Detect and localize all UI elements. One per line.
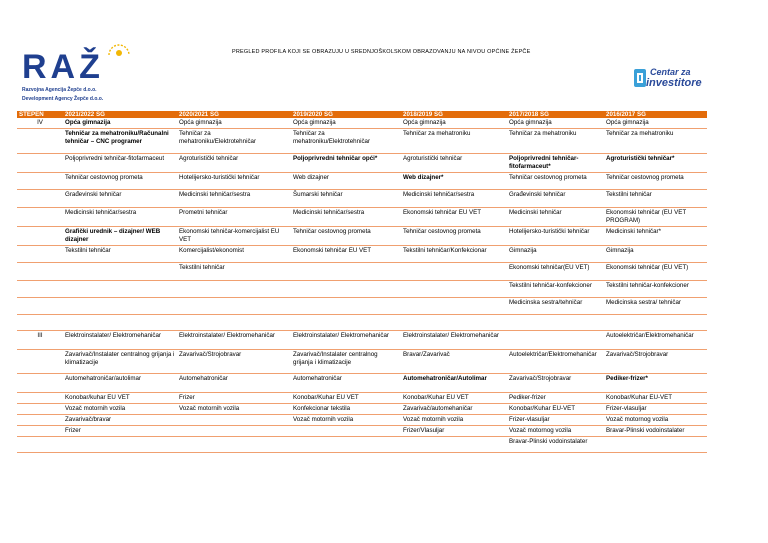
- profile-cell: Vozač motornog vozila: [507, 426, 604, 437]
- profile-cell: Šumarski tehničar: [291, 190, 401, 208]
- table-row: [17, 227, 707, 246]
- profile-cell: Bravar-Plinski vodoinstalater: [507, 437, 604, 453]
- level-cell: [17, 129, 63, 154]
- level-cell: [17, 437, 63, 453]
- profile-cell: Frizer/Vlasuljar: [401, 426, 507, 437]
- table-row: [17, 426, 707, 437]
- centar-za-investitore-logo: [634, 67, 744, 91]
- profile-cell: Medicinska sestra/tehničar: [507, 298, 604, 315]
- profile-cell: Vozač motornih vozila: [291, 415, 401, 426]
- logo-line1: Centar za: [650, 67, 691, 77]
- level-cell: [17, 154, 63, 173]
- profile-cell: Zavarivač/Instalater centralnog grijanja i klimatizacije: [63, 350, 177, 374]
- profile-cell: [507, 331, 604, 350]
- profile-cell: Medicinska sestra/ tehničar: [604, 298, 707, 315]
- level-cell: [17, 281, 63, 298]
- profile-cell: Tehničar cestovnog prometa: [291, 227, 401, 246]
- profile-cell: [177, 281, 291, 298]
- level-cell: III: [17, 331, 63, 350]
- profile-cell: Autoelektričar/Elektromehaničar: [604, 331, 707, 350]
- profile-cell: Ekonomski tehničar EU VET: [401, 208, 507, 227]
- profile-cell: Ekonomski tehničar (EU VET PROGRAM): [604, 208, 707, 227]
- profile-cell: [604, 315, 707, 331]
- table-row: [17, 281, 707, 298]
- profile-cell: Poljoprivredni tehničar-fitofarmaceut: [63, 154, 177, 173]
- profile-cell: Poljoprivredni tehničar opći*: [291, 154, 401, 173]
- profile-cell: Frizer: [63, 426, 177, 437]
- profile-cell: Elektroinstalater/ Elektromehaničar: [291, 331, 401, 350]
- table-row: [17, 374, 707, 393]
- profile-cell: Agroturistički tehničar: [401, 154, 507, 173]
- profile-cell: [401, 281, 507, 298]
- profile-cell: [177, 437, 291, 453]
- page-title: PREGLED PROFILA KOJI SE OBRAZUJU U SREDNJOŠKOLSKOM OBRAZOVANJU NA NIVOU OPĆINE ŽEPČE: [232, 49, 531, 55]
- profile-cell: Građevinski tehničar: [63, 190, 177, 208]
- level-cell: [17, 315, 63, 331]
- profile-cell: [63, 315, 177, 331]
- profile-cell: [63, 298, 177, 315]
- profile-cell: Ekonomski tehničar (EU VET): [604, 263, 707, 281]
- profile-cell: Medicinski tehničar/sestra: [63, 208, 177, 227]
- profile-cell: [401, 315, 507, 331]
- profile-cell: [177, 426, 291, 437]
- profile-cell: [291, 437, 401, 453]
- profile-cell: Automehatroničar/autolimar: [63, 374, 177, 393]
- profile-cell: Poljoprivredni tehničar-fitofarmaceut*: [507, 154, 604, 173]
- profile-cell: Automehatroničar: [291, 374, 401, 393]
- profile-cell: Elektroinstalater/ Elektromehaničar: [63, 331, 177, 350]
- profile-cell: Automehatroničar: [177, 374, 291, 393]
- profile-cell: Tehničar za mehatroniku: [604, 129, 707, 154]
- profile-cell: Automehatroničar/Autolimar: [401, 374, 507, 393]
- table-row: [17, 315, 707, 331]
- profile-cell: Zavarivač/bravar: [63, 415, 177, 426]
- profile-cell: Pediker-frizer: [507, 393, 604, 404]
- level-cell: [17, 263, 63, 281]
- level-cell: [17, 246, 63, 263]
- table-row: [17, 393, 707, 404]
- profile-cell: Tehničar cestovnog prometa: [604, 173, 707, 190]
- profile-cell: Tehničar cestovnog prometa: [401, 227, 507, 246]
- profile-cell: [291, 315, 401, 331]
- profile-cell: Ekonomski tehničar-komercijalist EU VET: [177, 227, 291, 246]
- profile-cell: Agroturistički tehničar*: [604, 154, 707, 173]
- profile-cell: Pediker-frizer*: [604, 374, 707, 393]
- profile-cell: Medicinski tehničar/sestra: [177, 190, 291, 208]
- profile-cell: Medicinski tehničar: [507, 208, 604, 227]
- level-cell: [17, 374, 63, 393]
- profile-cell: Tehničar za mehatroniku: [401, 129, 507, 154]
- profile-cell: Tekstilni tehničar-konfekcioner: [507, 281, 604, 298]
- header-cell: 2018/2019 ŠG: [401, 111, 507, 118]
- profile-cell: Frizer: [177, 393, 291, 404]
- profile-cell: [63, 281, 177, 298]
- profile-cell: Gimnazija: [604, 246, 707, 263]
- profile-cell: Bravar-Plinski vodoinstalater: [604, 426, 707, 437]
- profile-cell: Bravar/Zavarivač: [401, 350, 507, 374]
- table-row: [17, 246, 707, 263]
- profile-cell: Opća gimnazija: [177, 118, 291, 129]
- level-cell: [17, 298, 63, 315]
- profile-cell: Vozač motornih vozila: [401, 415, 507, 426]
- profile-cell: Elektroinstalater/ Elektromehaničar: [177, 331, 291, 350]
- table-row: [17, 350, 707, 374]
- profile-cell: Konobar/Kuhar EU VET: [401, 393, 507, 404]
- level-cell: [17, 404, 63, 415]
- profile-cell: Medicinski tehničar/sestra: [291, 208, 401, 227]
- profile-cell: Medicinski tehničar/sestra: [401, 190, 507, 208]
- table-row: [17, 154, 707, 173]
- profile-cell: [401, 437, 507, 453]
- profile-cell: Elektroinstalater/ Elektromehaničar: [401, 331, 507, 350]
- table-row: [17, 404, 707, 415]
- profile-cell: Agroturistički tehničar: [177, 154, 291, 173]
- profile-cell: Prometni tehničar: [177, 208, 291, 227]
- profile-cell: Tekstilni tehničar: [604, 190, 707, 208]
- profile-cell: Web dizajner*: [401, 173, 507, 190]
- level-cell: [17, 415, 63, 426]
- level-cell: [17, 393, 63, 404]
- raz-logo-text: RAŽ: [22, 48, 104, 86]
- level-cell: [17, 227, 63, 246]
- table-row: [17, 298, 707, 315]
- profile-cell: Zavarivač/automehaničar: [401, 404, 507, 415]
- profile-cell: Tekstilni tehničar/Konfekcionar: [401, 246, 507, 263]
- profile-cell: Opća gimnazija: [291, 118, 401, 129]
- profile-cell: Konobar/Kuhar EU-VET: [604, 393, 707, 404]
- logo-line2: investitore: [646, 77, 702, 89]
- profiles-table: [17, 111, 707, 453]
- profile-cell: Frizer-vlasuljar: [507, 415, 604, 426]
- profile-cell: Tehničar cestovnog prometa: [63, 173, 177, 190]
- profile-cell: Autoelektričar/Elektromehaničar: [507, 350, 604, 374]
- table-row: [17, 173, 707, 190]
- raz-logo-line1: Razvojna Agencija Žepče d.o.o.: [22, 87, 97, 93]
- level-cell: [17, 208, 63, 227]
- profile-cell: Zavarivač/Strojobravar: [604, 350, 707, 374]
- table-row: [17, 208, 707, 227]
- profile-cell: Ekonomski tehničar(EU VET): [507, 263, 604, 281]
- profile-cell: Grafički urednik – dizajner/ WEB dizajner: [63, 227, 177, 246]
- profile-cell: [291, 298, 401, 315]
- profile-cell: Ekonomski tehničar EU VET: [291, 246, 401, 263]
- table-row: [17, 190, 707, 208]
- profile-cell: [177, 298, 291, 315]
- profile-cell: [291, 263, 401, 281]
- profile-cell: Zavarivač/Strojobravar: [507, 374, 604, 393]
- header-cell: 2019/2020 ŠG: [291, 111, 401, 118]
- raz-logo-line2: Development Agency Žepče d.o.o.: [22, 96, 104, 102]
- profile-cell: Vozač motornog vozila: [604, 415, 707, 426]
- profile-cell: Zavarivač/Strojobravar: [177, 350, 291, 374]
- table-row: [17, 437, 707, 453]
- level-cell: [17, 190, 63, 208]
- profile-cell: Tehničar za mehatroniku/Računalni tehničar – CNC programer: [63, 129, 177, 154]
- profile-cell: [291, 426, 401, 437]
- profile-cell: Tehničar za mehatroniku/Elektrotehničar: [177, 129, 291, 154]
- table-row: [17, 118, 707, 129]
- profile-cell: Konobar/Kuhar EU VET: [291, 393, 401, 404]
- header-cell: 2021/2022 ŠG: [63, 111, 177, 118]
- profile-cell: Medicinski tehničar*: [604, 227, 707, 246]
- profile-cell: Konobar/kuhar EU VET: [63, 393, 177, 404]
- header-cell: 2017/2018 ŠG: [507, 111, 604, 118]
- profile-cell: Frizer-vlasuljar: [604, 404, 707, 415]
- profile-cell: Vozač motornih vozila: [177, 404, 291, 415]
- profile-cell: Tekstilni tehničar: [63, 246, 177, 263]
- table-header-row: [17, 111, 707, 118]
- profile-cell: Tehničar za mehatroniku: [507, 129, 604, 154]
- profile-cell: Konfekcionar tekstila: [291, 404, 401, 415]
- profile-cell: Opća gimnazija: [63, 118, 177, 129]
- profile-cell: Vozač motornih vozila: [63, 404, 177, 415]
- profile-cell: Tekstilni tehničar: [177, 263, 291, 281]
- profile-cell: [401, 298, 507, 315]
- table-row: [17, 129, 707, 154]
- profile-cell: Opća gimnazija: [507, 118, 604, 129]
- level-cell: IV: [17, 118, 63, 129]
- header-cell: 2016/2017 ŠG: [604, 111, 707, 118]
- profile-cell: [63, 437, 177, 453]
- level-cell: [17, 173, 63, 190]
- profile-cell: [63, 263, 177, 281]
- table-row: [17, 415, 707, 426]
- level-cell: [17, 350, 63, 374]
- profile-cell: [291, 281, 401, 298]
- profile-cell: Hotelijersko-turistički tehničar: [507, 227, 604, 246]
- header-cell: STEPEN: [17, 111, 63, 118]
- profile-cell: Komercijalist/ekonomist: [177, 246, 291, 263]
- profile-cell: Tehničar za mehatroniku/Elektrotehničar: [291, 129, 401, 154]
- profile-cell: [177, 315, 291, 331]
- profile-cell: Opća gimnazija: [604, 118, 707, 129]
- profile-cell: Web dizajner: [291, 173, 401, 190]
- profile-cell: [507, 315, 604, 331]
- profile-cell: Opća gimnazija: [401, 118, 507, 129]
- profile-cell: Građevinski tehničar: [507, 190, 604, 208]
- profile-cell: Gimnazija: [507, 246, 604, 263]
- profile-cell: Tekstilni tehničar-konfekcioner: [604, 281, 707, 298]
- profile-cell: Zavarivač/Instalater centralnog grijanja i klimatizacije: [291, 350, 401, 374]
- profile-cell: Tehničar cestovnog prometa: [507, 173, 604, 190]
- profile-cell: Konobar/Kuhar EU-VET: [507, 404, 604, 415]
- header-cell: 2020/2021 ŠG: [177, 111, 291, 118]
- profile-cell: [604, 437, 707, 453]
- table-row: [17, 263, 707, 281]
- level-cell: [17, 426, 63, 437]
- table-row: [17, 331, 707, 350]
- profile-cell: Hotelijersko-turistički tehničar: [177, 173, 291, 190]
- profile-cell: [177, 415, 291, 426]
- raz-logo: [22, 50, 152, 102]
- profile-cell: [401, 263, 507, 281]
